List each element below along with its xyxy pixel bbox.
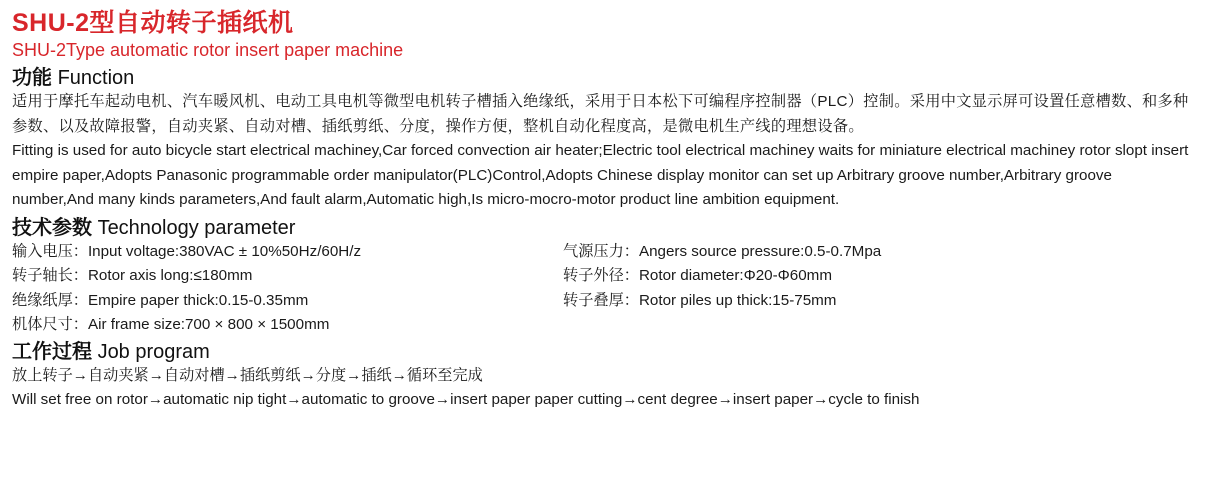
job-text-english: Will set free on rotor→automatic nip tight→automatic to groove→insert paper paper cutting→cent degree→insert paper→cycle to finish xyxy=(12,391,920,408)
function-heading-cn: 功能 xyxy=(12,67,52,89)
param-label: 转子叠厚： xyxy=(563,291,639,309)
param-label: 机体尺寸： xyxy=(12,316,88,333)
param-value: Angers source pressure:0.5-0.7Mpa xyxy=(638,242,882,260)
param-value: Empire paper thick:0.15-0.35mm xyxy=(87,291,309,309)
parameter-grid xyxy=(12,240,1198,338)
param-value: Input voltage:380VAC ± 10%50Hz/60H/z xyxy=(87,242,362,260)
job-heading-cn: 工作过程 xyxy=(12,340,92,363)
param-label: 绝缘纸厚： xyxy=(12,291,88,309)
function-text-english: Fitting is used for auto bicycle start electrical machiney,Car forced convection air heater;Electric tool electrical machiney waits for miniature electrical machiney rotor slopt insert empire paper,Adopts Panasonic programmable order manipulator(PLC)Control,Adopts Chinese display monitor can set up Arbitrary groove number,Arbitrary groove number,And many kinds parameters,And fault alarm,Automatic high,Is micro-mocro-motor product line ambition equipment. xyxy=(12,142,1189,208)
title-chinese: SHU-2型自动转子插纸机 xyxy=(12,9,294,37)
param-label: 输入电压： xyxy=(12,242,88,260)
title-english: SHU-2Type automatic rotor insert paper machine xyxy=(12,40,404,60)
param-air-pressure xyxy=(563,240,1163,265)
job-heading xyxy=(12,340,1198,364)
param-value: Rotor diameter:Φ20-Φ60mm xyxy=(638,267,832,284)
param-rotor-diameter xyxy=(563,264,1163,289)
param-rotor-stack-thickness xyxy=(563,289,1163,314)
param-label: 转子外径： xyxy=(563,267,639,284)
param-value: Rotor axis long:≤180mm xyxy=(87,267,253,284)
param-input-voltage xyxy=(12,240,563,265)
technology-heading-cn: 技术参数 xyxy=(12,216,92,239)
param-value: Air frame size:700 × 800 × 1500mm xyxy=(87,316,330,333)
function-heading-en: Function xyxy=(57,67,135,89)
param-rotor-axis-length xyxy=(12,264,563,289)
param-paper-thickness xyxy=(12,289,563,314)
param-value: Rotor piles up thick:15-75mm xyxy=(638,291,837,309)
param-label: 转子轴长： xyxy=(12,267,88,284)
technology-heading xyxy=(12,216,1198,240)
technology-heading-en: Technology parameter xyxy=(97,216,296,239)
job-text-chinese: 放上转子→自动夹紧→自动对槽→插纸剪纸→分度→插纸→循环至完成 xyxy=(12,366,483,384)
param-label: 气源压力： xyxy=(563,242,639,260)
function-heading xyxy=(12,66,1198,90)
job-heading-en: Job program xyxy=(97,340,210,363)
product-sheet xyxy=(12,8,1198,413)
function-text-chinese: 适用于摩托车起动电机、汽车暖风机、电动工具电机等微型电机转子槽插入绝缘纸，采用于日本松下可编程序控制器（PLC）控制。采用中文显示屏可设置任意槽数、和多种参数、以及故障报警，自动夹紧、自动对槽、插纸剪纸、分度，操作方便，整机自动化程度高，是微电机生产线的理想设备。 xyxy=(12,93,1189,135)
param-frame-size xyxy=(12,313,563,338)
